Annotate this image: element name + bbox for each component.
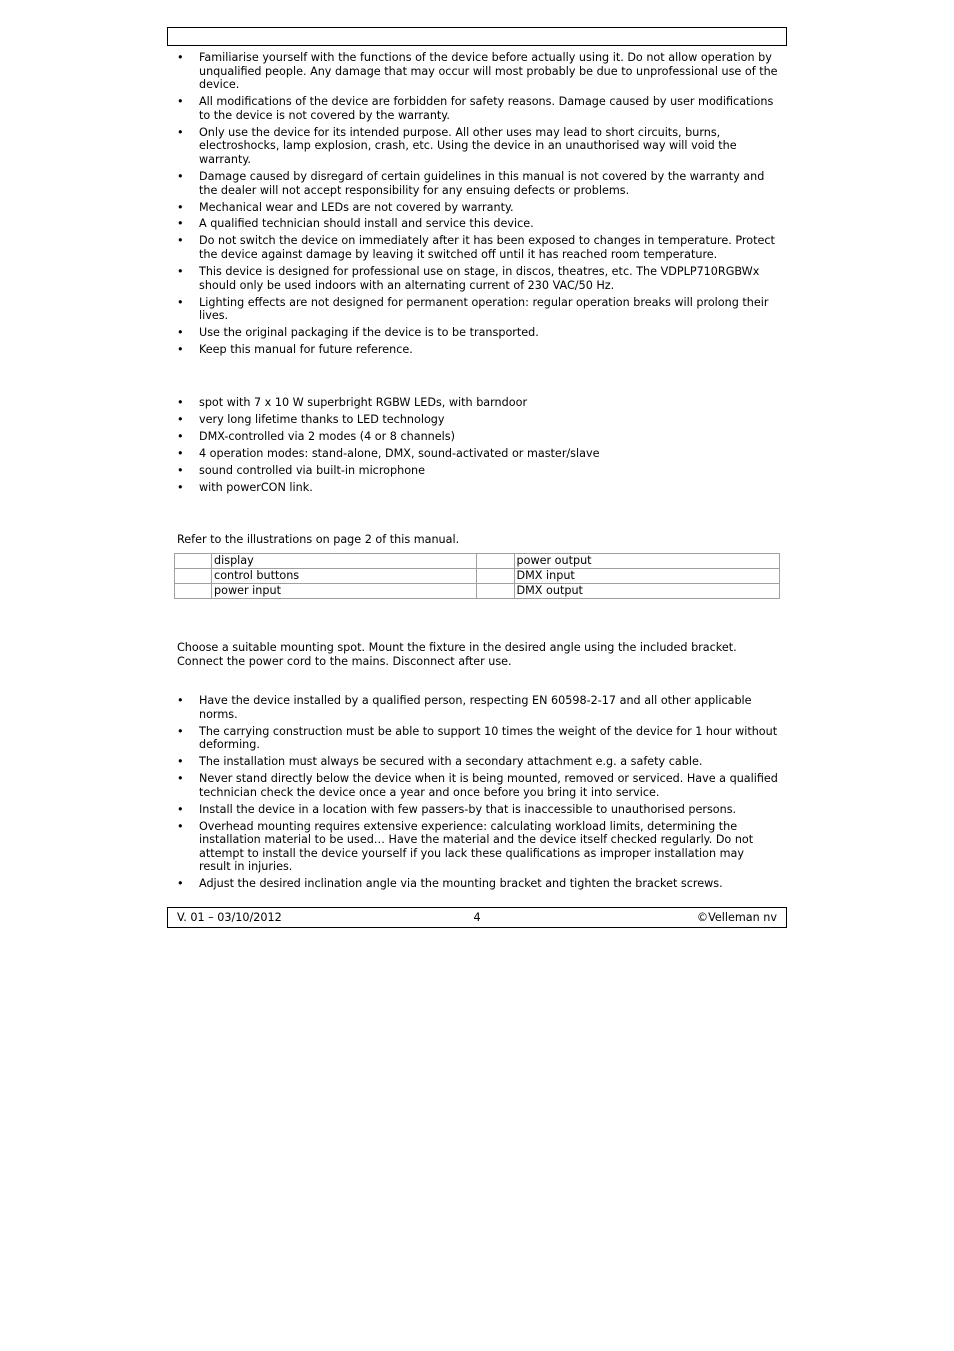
list-item-text: Lighting effects are not designed for permanent operation: regular operation breaks will prolong their lives. [199, 295, 769, 323]
bullet-icon: • [177, 200, 184, 214]
table-cell-number [477, 569, 514, 584]
list-item-text: Adjust the desired inclination angle via the mounting bracket and tighten the bracket screws. [199, 877, 723, 891]
footer [167, 907, 787, 928]
list-item [177, 772, 779, 799]
bullet-icon: • [177, 819, 184, 833]
installation-section [177, 694, 779, 894]
table-cell-label: control buttons [212, 569, 477, 584]
list-item-text: Have the device installed by a qualified person, respecting EN 60598-2-17 and all other applicable norms. [199, 694, 752, 721]
list-item-text: A qualified technician should install and service this device. [199, 217, 534, 231]
list-item-text: very long lifetime thanks to LED technology [199, 412, 445, 426]
list-item-text: Do not switch the device on immediately after it has been exposed to changes in temperature. Protect the device against damage by leaving it switched off until it has reached room temperature. [199, 234, 775, 262]
list-item [177, 481, 779, 495]
header-box [167, 27, 787, 46]
table-cell-number [175, 554, 212, 569]
list-item [177, 217, 779, 231]
bullet-icon: • [177, 480, 184, 494]
bullet-icon: • [177, 234, 184, 248]
list-item [177, 694, 779, 721]
list-item-text: DMX-controlled via 2 modes (4 or 8 channels) [199, 429, 455, 443]
table-cell-label: power output [514, 554, 779, 569]
footer-page-number: 4 [473, 911, 481, 924]
table-cell-number [175, 584, 212, 599]
bullet-icon: • [177, 446, 184, 460]
list-item [177, 430, 779, 444]
bullet-icon: • [177, 694, 184, 707]
bullet-icon: • [177, 343, 184, 357]
list-item [177, 803, 779, 817]
table-row [175, 569, 780, 584]
list-item-text: sound controlled via built-in microphone [199, 463, 426, 477]
list-item [177, 296, 779, 323]
list-item-text: Familiarise yourself with the functions of the device before actually using it. Do not allow operation by unqualified people. Any damage that may occur will most probably be due to unprofessional use of the device. [199, 51, 778, 92]
bullet-icon: • [177, 429, 184, 443]
table-cell-label: display [212, 554, 477, 569]
overview-section [177, 533, 779, 547]
features-list [177, 396, 779, 495]
list-item-text: The installation must always be secured with a secondary attachment e.g. a safety cable. [199, 755, 703, 769]
list-item-text: This device is designed for professional use on stage, in discos, theatres, etc. The VDPLP710RGBWx should only be used indoors with an alternating current of 230 VAC/50 Hz. [199, 265, 760, 292]
table-cell-label: power input [212, 584, 477, 599]
list-item [177, 170, 779, 197]
list-item [177, 126, 779, 167]
footer-version: V. 01 – 03/10/2012 [177, 911, 282, 924]
bullet-icon: • [177, 755, 184, 769]
list-item-text: Mechanical wear and LEDs are not covered by warranty. [199, 200, 514, 214]
bullet-icon: • [177, 396, 184, 409]
table-cell-number [175, 569, 212, 584]
safety-list [177, 51, 779, 357]
list-item-text: with powerCON link. [199, 480, 313, 494]
safety-section [177, 51, 779, 360]
list-item [177, 877, 779, 891]
list-item-text: Damage caused by disregard of certain guidelines in this manual is not covered by the warranty and the dealer will not accept responsibility for any ensuing defects or problems. [199, 169, 765, 197]
list-item [177, 413, 779, 427]
bullet-icon: • [177, 217, 184, 231]
overview-text: Refer to the illustrations on page 2 of this manual. [177, 533, 460, 546]
list-item [177, 755, 779, 769]
list-item [177, 820, 779, 874]
mounting-section [177, 641, 779, 668]
list-item [177, 326, 779, 340]
list-item [177, 201, 779, 215]
list-item-text: All modifications of the device are forbidden for safety reasons. Damage caused by user modifications to the device is not covered by the warranty. [199, 95, 774, 122]
list-item-text: spot with 7 x 10 W superbright RGBW LEDs, with barndoor [199, 396, 528, 409]
list-item-text: Never stand directly below the device when it is being mounted, removed or serviced. Have a qualified technician check the device once a year and once before you bring it into service. [199, 772, 778, 799]
list-item [177, 343, 779, 357]
list-item-text: Use the original packaging if the device is to be transported. [199, 326, 539, 340]
bullet-icon: • [177, 772, 184, 786]
list-item-text: The carrying construction must be able to support 10 times the weight of the device for 1 hour without deforming. [199, 724, 778, 752]
bullet-icon: • [177, 265, 184, 279]
bullet-icon: • [177, 463, 184, 477]
list-item-text: 4 operation modes: stand-alone, DMX, sound-activated or master/slave [199, 446, 600, 460]
table-row [175, 554, 780, 569]
list-item [177, 464, 779, 478]
bullet-icon: • [177, 51, 184, 64]
bullet-icon: • [177, 295, 184, 309]
list-item-text: Overhead mounting requires extensive experience: calculating workload limits, determining the installation material to be used… Have the material and the device itself checked regularly. Do not attempt to install the device yourself if you lack these qualifications as improper installation may result in injuries. [199, 819, 754, 874]
table-cell-label: DMX input [514, 569, 779, 584]
features-section [177, 396, 779, 498]
mounting-text-1: Choose a suitable mounting spot. Mount the fixture in the desired angle using the included bracket. [177, 641, 737, 654]
bullet-icon: • [177, 877, 184, 891]
footer-copyright: ©Velleman nv [696, 911, 777, 924]
list-item [177, 234, 779, 261]
bullet-icon: • [177, 412, 184, 426]
list-item [177, 725, 779, 752]
mounting-text-2: Connect the power cord to the mains. Disconnect after use. [177, 654, 512, 668]
list-item [177, 396, 779, 410]
list-item [177, 447, 779, 461]
list-item-text: Install the device in a location with few passers-by that is inaccessible to unauthorised persons. [199, 802, 737, 816]
bullet-icon: • [177, 125, 184, 139]
list-item [177, 265, 779, 292]
table-cell-label: DMX output [514, 584, 779, 599]
table-row [175, 584, 780, 599]
table-cell-number [477, 584, 514, 599]
list-item-text: Only use the device for its intended purpose. All other uses may lead to short circuits, burns, electroshocks, lamp explosion, crash, etc. Using the device in an unauthorised way will void the warranty. [199, 125, 737, 166]
installation-list [177, 694, 779, 891]
list-item [177, 95, 779, 122]
bullet-icon: • [177, 169, 184, 183]
list-item-text: Keep this manual for future reference. [199, 343, 413, 357]
table-cell-number [477, 554, 514, 569]
bullet-icon: • [177, 802, 184, 816]
bullet-icon: • [177, 326, 184, 340]
parts-table [174, 553, 780, 599]
bullet-icon: • [177, 95, 184, 109]
bullet-icon: • [177, 724, 184, 738]
list-item [177, 51, 779, 92]
